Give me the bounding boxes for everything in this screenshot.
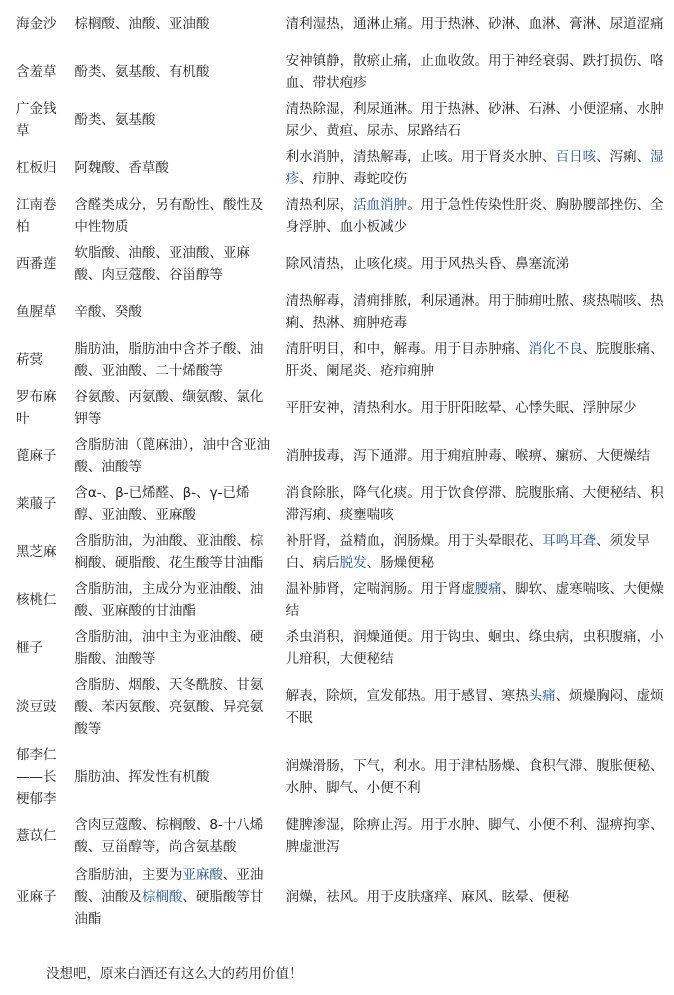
table-row <box>10 672 672 742</box>
herb-components: 阿魏酸、香草酸 <box>74 160 169 176</box>
herb-name: 杠板归 <box>16 160 57 176</box>
herb-link[interactable]: 消化不良 <box>528 341 583 357</box>
herb-uses <box>280 432 672 480</box>
table-row <box>10 384 672 432</box>
herb-name: 榧子 <box>16 640 43 656</box>
herb-components: 脂肪油、挥发性有机酸 <box>74 769 210 785</box>
text-segment: 清热除湿，利尿通淋。用于热淋、砂淋、石淋、小便涩痛、水肿尿少、黄疸、尿赤、尿路结石 <box>285 101 664 139</box>
herb-name: 黑芝麻 <box>16 544 57 560</box>
herb-name: 薏苡仁 <box>16 828 57 844</box>
herb-uses <box>280 144 672 192</box>
herb-components: 棕榈酸、油酸、亚油酸 <box>74 16 210 32</box>
herb-link[interactable]: 亚麻酸 <box>182 867 223 883</box>
text-segment: 平肝安神，清热利水。用于肝阳眩晕、心悸失眠、浮肿尿少 <box>285 400 637 416</box>
herb-name: 核桃仁 <box>16 592 57 608</box>
text-segment: 杀虫消积，润燥通便。用于钩虫、蛔虫、绦虫病，虫积腹痛，小儿疳积，大便秘结 <box>285 629 664 667</box>
table-row <box>10 860 672 934</box>
herb-name: 莱菔子 <box>16 496 57 512</box>
text-segment: 、硬脂酸等甘油酯 <box>74 889 264 927</box>
herb-uses <box>280 672 672 742</box>
herb-components: 脂肪油，脂肪油中含芥子酸、油酸、亚油酸、二十烯酸等 <box>74 341 264 379</box>
herb-uses <box>280 860 672 934</box>
text-segment: 清利湿热，通淋止痛。用于热淋、砂淋、血淋、膏淋、尿道涩痛 <box>285 16 664 32</box>
herb-name: 江南卷柏 <box>16 197 57 235</box>
text-segment: 消肿拔毒，泻下通滞。用于痈疽肿毒、喉痹、瘰疬、大便燥结 <box>285 448 651 464</box>
herb-uses <box>280 624 672 672</box>
text-segment: 清热解毒，清痈排脓，利尿通淋。用于肺痈吐脓、痰热喘咳、热痢、热淋、痈肿疮毒 <box>285 293 664 331</box>
herb-name: 罗布麻叶 <box>16 389 57 427</box>
herb-name: 鱼腥草 <box>16 304 57 320</box>
text-segment: 、脚软、虚寒喘咳、大便燥结 <box>285 581 664 619</box>
herb-uses <box>280 0 672 48</box>
herb-components: 含α-、β-已烯醛、β-、γ-已烯醇、亚油酸、亚麻酸 <box>74 485 250 523</box>
herb-uses <box>280 96 672 144</box>
herb-components: 酚类、氨基酸、有机酸 <box>74 64 210 80</box>
table-row <box>10 742 672 812</box>
text-segment: 、烦燥胸闷、虚烦不眠 <box>285 688 664 726</box>
text-segment: 安神镇静，散瘀止痛，止血收敛。用于神经衰弱、跌打损伤、咯血、带状疱疹 <box>285 53 664 91</box>
table-row <box>10 192 672 240</box>
table-row <box>10 240 672 288</box>
herb-uses <box>280 240 672 288</box>
herb-link[interactable]: 湿疹 <box>285 149 664 187</box>
herb-components: 辛酸、癸酸 <box>74 304 142 320</box>
herb-name: 西番莲 <box>16 256 57 272</box>
herb-link[interactable]: 百日咳 <box>555 149 597 165</box>
herb-name: 广金钱草 <box>16 101 57 139</box>
text-segment: 清热利尿， <box>285 197 354 213</box>
table-row <box>10 624 672 672</box>
table-row <box>10 0 672 48</box>
text-segment: 清肝明目，和中，解毒。用于目赤肿痛、 <box>285 341 529 357</box>
herb-table <box>10 0 672 934</box>
table-row <box>10 144 672 192</box>
herb-uses <box>280 384 672 432</box>
text-segment: 除风清热，止咳化痰。用于风热头昏、鼻塞流涕 <box>285 256 570 272</box>
herb-components: 含脂肪油，主成分为亚油酸、油酸、亚麻酸的甘油酯 <box>74 581 264 619</box>
herb-uses <box>280 192 672 240</box>
text-segment: 润燥滑肠，下气，利水。用于津枯肠燥、食积气滞、腹胀便秘、水肿、脚气、小便不利 <box>285 758 664 796</box>
herb-components <box>68 860 279 934</box>
text-segment: 解表，除烦，宣发郁热。用于感冒、寒热 <box>285 688 529 704</box>
herb-uses <box>280 812 672 860</box>
text-segment: 、脘腹胀痛、肝炎、阑尾炎、疮疖痈肿 <box>285 341 664 379</box>
herb-uses <box>280 288 672 336</box>
table-row <box>10 288 672 336</box>
text-segment: 、亚油酸、油酸及 <box>74 867 264 905</box>
table-row <box>10 48 672 96</box>
herb-link[interactable]: 脱发 <box>339 555 367 571</box>
herb-name: 海金沙 <box>16 16 57 32</box>
herb-name: 菥蓂 <box>16 352 43 368</box>
herb-components: 酚类、氨基酸 <box>74 112 156 128</box>
text-segment: 温补肺肾，定喘润肠。用于肾虚 <box>285 581 475 597</box>
text-segment: 补肝肾，益精血，润肠燥。用于头晕眼花、 <box>285 533 543 549</box>
text-segment: 、肠燥便秘 <box>366 555 435 571</box>
herb-uses <box>280 480 672 528</box>
herb-name: 淡豆豉 <box>16 699 57 715</box>
text-segment: 、须发早白、病后 <box>285 533 651 571</box>
text-segment: 含脂肪油，主要为 <box>74 867 183 883</box>
herb-components: 含脂肪油，油中主为亚油酸、硬脂酸、油酸等 <box>74 629 264 667</box>
text-segment: 健脾渗湿，除痹止泻。用于水肿、脚气、小便不利、湿痹拘挛、脾虚泄泻 <box>285 817 664 855</box>
herb-uses <box>280 576 672 624</box>
herb-uses <box>280 528 672 576</box>
herb-components: 含醛类成分，另有酚性、酸性及中性物质 <box>74 197 264 235</box>
text-segment: 利水消肿，清热解毒，止咳。用于肾炎水肿、 <box>285 149 556 165</box>
herb-components: 含肉豆蔻酸、棕榈酸、8-十八烯酸、豆甾醇等，尚含氨基酸 <box>74 817 264 855</box>
herb-components: 含脂肪、烟酸、天冬酰胺、甘氨酸、苯丙氨酸、亮氨酸、异亮氨酸等 <box>74 677 264 737</box>
text-segment: 。用于急性传染性肝炎、胸胁腰部挫伤、全身浮肿、血小板减少 <box>285 197 664 235</box>
table-row <box>10 812 672 860</box>
table-row <box>10 576 672 624</box>
herb-components: 软脂酸、油酸、亚油酸、亚麻酸、肉豆蔻酸、谷甾醇等 <box>74 245 250 283</box>
text-segment: 消食除胀，降气化痰。用于饮食停滞、脘腹胀痛、大便秘结、积滞泻痢、痰壅喘咳 <box>285 485 664 523</box>
herb-link[interactable]: 头痛 <box>528 688 556 704</box>
herb-name: 亚麻子 <box>16 889 57 905</box>
herb-table-body <box>10 0 672 934</box>
text-segment: 润燥，祛风。用于皮肤瘙痒、麻风、眩晕、便秘 <box>285 889 570 905</box>
table-row <box>10 528 672 576</box>
table-row <box>10 480 672 528</box>
herb-uses <box>280 742 672 812</box>
table-row <box>10 96 672 144</box>
closing-note: 没想吧，原来白酒还有这么大的药用价值！ <box>46 966 303 982</box>
herb-link[interactable]: 活血消肿 <box>353 197 408 213</box>
herb-name: 郁李仁——长梗郁李 <box>16 747 57 807</box>
herb-uses <box>280 336 672 384</box>
text-segment: 、疖肿、毒蛇咬伤 <box>299 171 408 187</box>
herb-components: 含脂肪油，为油酸、亚油酸、棕榈酸、硬脂酸、花生酸等甘油酯 <box>74 533 264 571</box>
text-segment: 、泻痢、 <box>596 149 651 165</box>
herb-link[interactable]: 棕榈酸 <box>141 889 183 905</box>
table-row <box>10 432 672 480</box>
herb-components: 含脂肪油（蓖麻油），油中含亚油酸、油酸等 <box>74 437 271 475</box>
herb-link[interactable]: 耳鸣耳聋 <box>542 533 597 549</box>
herb-uses <box>280 48 672 96</box>
herb-name: 蓖麻子 <box>16 448 57 464</box>
herb-link[interactable]: 腰痛 <box>474 581 502 597</box>
herb-name: 含羞草 <box>16 64 57 80</box>
table-row <box>10 336 672 384</box>
herb-components: 谷氨酸、丙氨酸、缬氨酸、氯化钾等 <box>74 389 264 427</box>
